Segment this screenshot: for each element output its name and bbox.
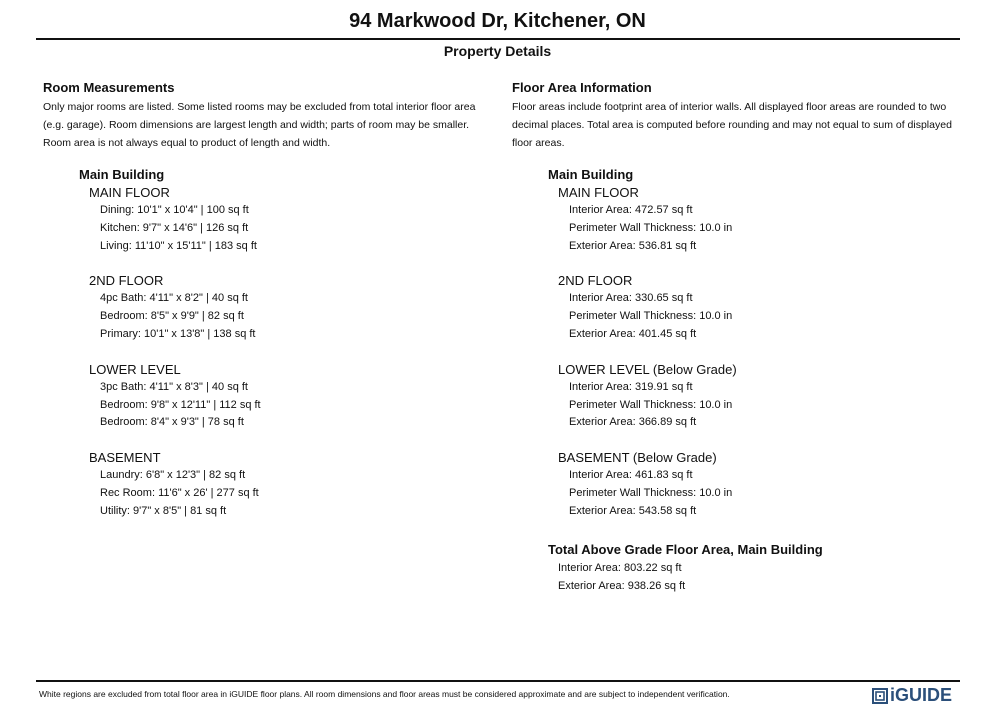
room-building: [79, 166, 498, 521]
floor-area-heading: Floor Area Information: [512, 80, 652, 95]
area-line: Interior Area: 461.83 sq ft: [569, 469, 693, 482]
area-floor-lower: [558, 361, 967, 432]
floor-area-note: Floor areas include footprint area of interior walls. All displayed floor areas are rounded to two decimal places. Total area is computed before rounding and may not equal to sum of displayed floor areas.: [512, 101, 952, 149]
room-line: Utility: 9'7" x 8'5" | 81 sq ft: [100, 504, 227, 517]
area-line: Perimeter Wall Thickness: 10.0 in: [569, 398, 733, 411]
area-floor-name: 2ND FLOOR: [558, 273, 633, 289]
area-floor-2nd: [558, 272, 967, 343]
area-line: Perimeter Wall Thickness: 10.0 in: [569, 310, 733, 323]
room-line: Primary: 10'1" x 13'8" | 138 sq ft: [100, 327, 256, 340]
room-floor-name: 2ND FLOOR: [89, 273, 164, 289]
room-line: Bedroom: 8'4" x 9'3" | 78 sq ft: [100, 416, 244, 429]
iguide-logo: [872, 685, 952, 706]
room-floor-lower: [89, 361, 498, 432]
area-line: Perimeter Wall Thickness: 10.0 in: [569, 221, 733, 234]
room-line: Dining: 10'1" x 10'4" | 100 sq ft: [100, 204, 249, 216]
room-floor-main: [89, 184, 498, 255]
area-line: Exterior Area: 536.81 sq ft: [569, 239, 697, 252]
floor-area-column: [512, 80, 967, 595]
room-line: Rec Room: 11'6" x 26' | 277 sq ft: [100, 486, 259, 499]
room-line: 3pc Bath: 4'11" x 8'3" | 40 sq ft: [100, 380, 248, 393]
area-line: Interior Area: 472.57 sq ft: [569, 204, 693, 216]
total-heading: Total Above Grade Floor Area, Main Building: [548, 541, 823, 557]
room-line: Bedroom: 8'5" x 9'9" | 82 sq ft: [100, 310, 244, 323]
room-floor-basement: [89, 449, 498, 520]
room-measurements-heading: Room Measurements: [43, 80, 175, 95]
area-line: Exterior Area: 401.45 sq ft: [569, 327, 697, 340]
room-floor-2nd: [89, 272, 498, 343]
total-line: Interior Area: 803.22 sq ft: [558, 561, 682, 574]
room-line: Laundry: 6'8" x 12'3" | 82 sq ft: [100, 469, 246, 482]
page-title: 94 Markwood Dr, Kitchener, ON: [349, 10, 646, 32]
area-line: Perimeter Wall Thickness: 10.0 in: [569, 486, 733, 499]
footer-divider: [36, 680, 960, 682]
room-line: Bedroom: 9'8" x 12'11" | 112 sq ft: [100, 398, 261, 411]
room-line: Living: 11'10" x 15'11" | 183 sq ft: [100, 239, 257, 252]
room-floor-name: LOWER LEVEL: [89, 361, 181, 377]
area-line: Interior Area: 319.91 sq ft: [569, 380, 693, 393]
room-line: 4pc Bath: 4'11" x 8'2" | 40 sq ft: [100, 292, 248, 305]
page-subtitle: Property Details: [443, 43, 552, 59]
total-line: Exterior Area: 938.26 sq ft: [558, 579, 686, 592]
area-building-title: Main Building: [548, 167, 634, 182]
area-floor-name: LOWER LEVEL (Below Grade): [558, 361, 737, 377]
total-above-grade: [548, 541, 967, 595]
room-floor-name: MAIN FLOOR: [89, 185, 170, 200]
header-divider: [36, 38, 960, 40]
footer-note: White regions are excluded from total floor area in iGUIDE floor plans. All room dimensions and floor areas must be considered approximate and are subject to independent verification.: [39, 689, 730, 699]
room-floor-name: BASEMENT: [89, 450, 161, 466]
room-line: Kitchen: 9'7" x 14'6" | 126 sq ft: [100, 221, 249, 234]
area-floor-main: [558, 184, 967, 255]
room-building-title: Main Building: [79, 167, 165, 182]
area-building: [548, 166, 967, 595]
area-line: Exterior Area: 543.58 sq ft: [569, 504, 697, 517]
area-line: Exterior Area: 366.89 sq ft: [569, 416, 697, 429]
iguide-logo-text: iGUIDE: [890, 685, 953, 705]
area-floor-basement: [558, 449, 967, 520]
room-measurements-note: Only major rooms are listed. Some listed rooms may be excluded from total interior floor area (e.g. garage). Room dimensions are largest length and width; parts of room may be smaller. Room area is not always equal to product of length and width.: [43, 101, 476, 149]
room-measurements-column: [43, 80, 498, 538]
area-line: Interior Area: 330.65 sq ft: [569, 292, 693, 305]
area-floor-name: BASEMENT (Below Grade): [558, 450, 717, 466]
area-floor-name: MAIN FLOOR: [558, 185, 639, 200]
iguide-logo-icon: [872, 688, 888, 704]
